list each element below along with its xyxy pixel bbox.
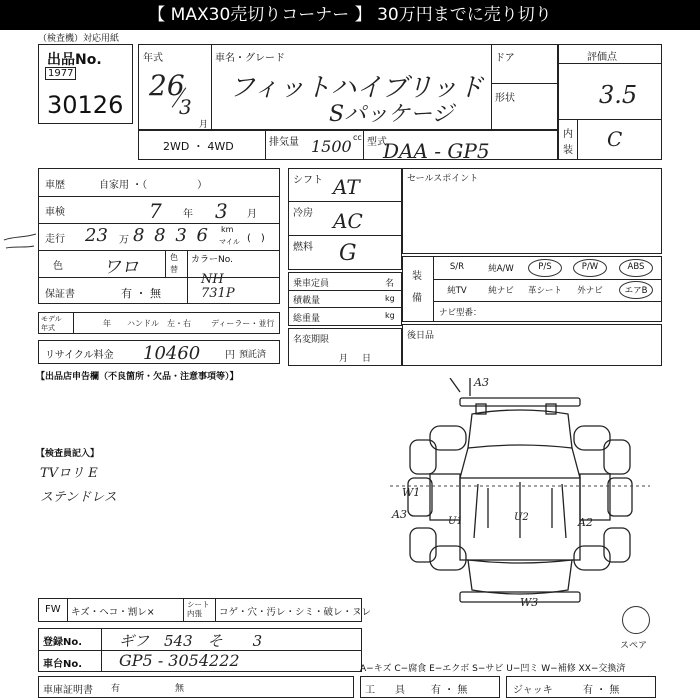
score-box [558, 44, 662, 160]
fw-label: FW [45, 604, 61, 615]
fuel-value: G [339, 241, 357, 266]
model-year-row [38, 312, 280, 334]
vehicle-info-box [38, 168, 280, 304]
shape-label: 形状 [495, 93, 515, 104]
equip-pw: P/W [581, 262, 599, 272]
warranty-value: 有 ・ 無 [121, 287, 161, 300]
history-label: 車歴 [45, 180, 65, 191]
capacity-box [288, 272, 402, 326]
equip-navi: 純ナビ [488, 286, 514, 296]
circle-mark [619, 281, 653, 299]
name-change-label: 名変期限 [293, 335, 330, 345]
equipment-label-1: 装 [412, 271, 422, 282]
color-change-2: 替 [170, 265, 178, 274]
inspector-label: 【検査員記入】 [36, 449, 100, 459]
tools-box [360, 676, 500, 698]
inspector-line-2: ステンドレス [40, 490, 117, 505]
weight-unit: kg [385, 311, 395, 320]
jack-label: ジャッキ [513, 685, 553, 696]
garage-cert-box [38, 676, 354, 698]
jack-value: 有 ・ 無 [583, 685, 620, 696]
lot-label: 出品No. [47, 52, 102, 68]
fw-row [38, 598, 372, 622]
door-label: ドア [495, 53, 515, 64]
damage-mark: W3 [520, 596, 539, 609]
circle-mark [619, 259, 653, 277]
equip-sr: S/R [449, 262, 465, 272]
model-year-unit: 年 [103, 319, 111, 328]
chassis-label: 車台No. [43, 659, 83, 670]
model-year-label-2: 年式 [41, 324, 55, 332]
fw-items: キズ・ヘコ・割レ× [71, 607, 155, 618]
sales-point-label: セールスポイント [407, 174, 479, 184]
score-value: 3.5 [599, 81, 638, 109]
shift-value: AT [333, 175, 360, 199]
mileage-man: 23 [85, 225, 108, 246]
mileage-digits: 8 8 3 6 [133, 225, 210, 246]
form-note: （検査機）対応用紙 [38, 34, 120, 44]
history-value: 自家用 ・（ ） [99, 180, 208, 191]
displacement-unit: cc [353, 133, 362, 142]
inspection-year-unit: 年 [183, 209, 193, 220]
damage-mark: U1 [448, 516, 463, 527]
damage-mark: W1 [402, 486, 421, 499]
spare-tire-icon [622, 606, 650, 634]
garage-ari: 有 [111, 684, 121, 694]
equip-abs: ABS [627, 262, 645, 272]
interior-label-2: 装 [563, 145, 573, 156]
lot-box [38, 44, 133, 124]
inspection-label: 車検 [45, 207, 65, 218]
load-unit: kg [385, 294, 395, 303]
damage-legend: A−キズ C−腐食 E−エクボ S−サビ U−凹ミ W−補修 XX−交換済 [360, 664, 626, 674]
damage-mark: A2 [578, 516, 593, 529]
navi-model-label: ナビ型番： [439, 308, 482, 318]
recycle-deposit: 預託済 [239, 350, 267, 360]
mileage-man-unit: 万 [119, 235, 129, 246]
model-year-label-1: モデル [41, 315, 62, 323]
equip-airbag: エアB [624, 286, 648, 296]
tools-value: 有 ・ 無 [431, 685, 468, 696]
equip-aw: 純A/W [488, 264, 514, 274]
weight-label: 総重量 [293, 314, 321, 324]
sales-point-box [402, 168, 662, 254]
tools-label: 工 具 [365, 685, 405, 696]
month-value: 3 [179, 95, 192, 119]
equipment-box [402, 256, 662, 322]
mileage-paren: ( ) [247, 233, 265, 244]
inspector-line-1: TVロリ E [40, 466, 98, 481]
circle-mark [528, 259, 562, 277]
color-code-value: NH 731P [201, 272, 235, 301]
fuel-label: 燃料 [293, 242, 313, 253]
spare-label: スペア [620, 641, 648, 651]
mileage-unit-km: km [221, 225, 234, 234]
year-label: 年式 [143, 53, 163, 64]
circle-mark [573, 259, 607, 277]
color-code-label: カラーNo. [191, 255, 233, 265]
year-value: 26 [149, 69, 185, 102]
interior-value: C [607, 127, 623, 151]
recycle-value: 10460 [143, 343, 201, 364]
damage-mark: A3 [474, 376, 489, 389]
capacity-unit: 名 [385, 279, 395, 289]
lot-number: 30126 [47, 91, 124, 119]
recycle-label: リサイクル料金 [45, 350, 114, 361]
equip-ext-navi: 外ナビ [577, 286, 603, 296]
damage-mark: A3 [392, 508, 407, 521]
dealer-options: ディーラー・並行 [211, 319, 275, 328]
handle-options: ハンドル 左・右 [127, 319, 191, 328]
mileage-unit-mile: マイル [219, 238, 240, 246]
later-label: 後日品 [407, 331, 435, 341]
year-model-box [138, 44, 558, 130]
ac-label: 冷房 [293, 208, 313, 219]
model-grade: Sパッケージ [329, 102, 454, 127]
recycle-unit: 円 [225, 350, 235, 361]
type-value: DAA - GP5 [383, 139, 490, 163]
displacement-label: 排気量 [269, 137, 299, 148]
displacement-value: 1500 [311, 137, 352, 156]
name-change-box [288, 328, 402, 366]
shift-box [288, 168, 402, 270]
registration-box [38, 628, 362, 672]
chassis-value: GP5 - 3054222 [119, 651, 240, 670]
inspection-month-unit: 月 [247, 209, 257, 220]
equip-tv: 純TV [447, 286, 467, 296]
sheet-items: コゲ・穴・汚レ・シミ・破レ・ヌレ [219, 607, 372, 618]
seller-notes-label: 【出品店申告欄（不良箇所・欠品・注意事項等）】 [36, 372, 239, 382]
damage-mark: U2 [514, 512, 529, 523]
recycle-box [38, 340, 280, 364]
pen-mark [0, 228, 40, 258]
color-change-1: 色 [170, 253, 178, 262]
registration-label: 登録No. [43, 637, 83, 648]
load-label: 積載量 [293, 296, 321, 306]
inspection-year: 7 [149, 199, 162, 223]
drive-row [138, 130, 558, 163]
registration-value: ギフ 543 そ 3 [119, 632, 263, 650]
top-banner: 【 MAX30売切りコーナー 】 30万円までに売り切り [0, 0, 700, 30]
capacity-label: 乗車定員 [293, 279, 330, 289]
ac-value: AC [333, 209, 363, 233]
month-unit: 月 [199, 120, 209, 130]
car-diagram [390, 378, 650, 618]
jack-box [506, 676, 656, 698]
lot-code: 1977 [45, 67, 76, 80]
later-box [402, 324, 662, 366]
color-label: 色 [53, 261, 63, 272]
equipment-label-2: 備 [412, 293, 422, 304]
equip-leather: 革シート [527, 286, 562, 296]
inspection-month: 3 [215, 199, 228, 223]
garage-nashi: 無 [175, 684, 185, 694]
shift-label: シフト [293, 175, 323, 186]
model-label: 車名・グレード [215, 53, 285, 64]
warranty-label: 保証書 [45, 289, 75, 300]
type-label: 型式 [367, 137, 387, 148]
score-label: 評価点 [587, 52, 617, 63]
mileage-label: 走行 [45, 234, 65, 245]
model-name: フィットハイブリッド [229, 73, 484, 103]
drive-options: 2WD ・ 4WD [163, 140, 234, 153]
interior-label-1: 内 [563, 129, 573, 140]
sheet-label: シート内張 [187, 600, 210, 618]
garage-cert-label: 車庫証明書 [43, 685, 93, 696]
equip-ps: P/S [538, 262, 552, 272]
name-change-unit: 月日 [339, 354, 386, 364]
color-value: ワロ [103, 257, 139, 278]
